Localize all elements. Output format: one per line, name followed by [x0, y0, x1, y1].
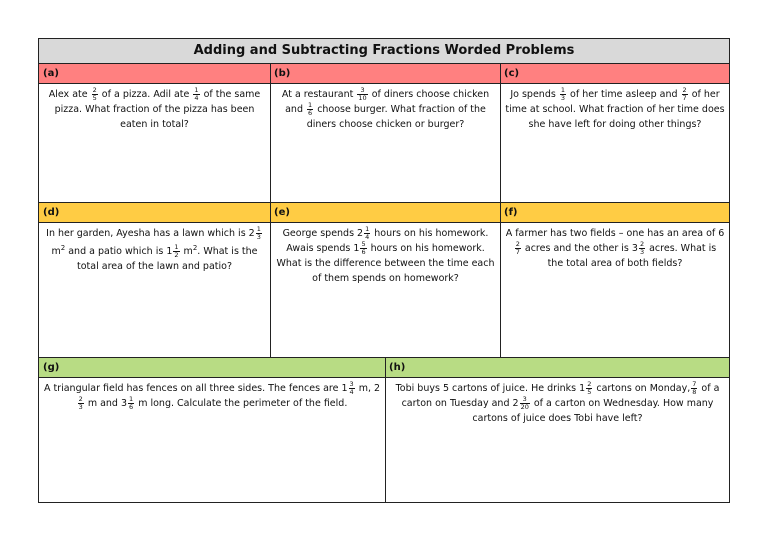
fraction: $\frac{1}{4}$	[194, 86, 199, 102]
fraction: $\frac{2}{3}$	[639, 240, 645, 256]
fraction: $\frac{1}{6}$	[308, 101, 313, 117]
header-g: (g)	[39, 358, 385, 378]
fraction: $\frac{2}{5}$	[587, 380, 592, 396]
fraction: $\frac{1}{4}$	[365, 225, 370, 241]
header-h: (h)	[385, 358, 729, 378]
header-b: (b)	[270, 64, 500, 84]
problem-a: Alex ate $\frac{2}{5}$ of a pizza. Adil ate $\frac{1}{4}$ of the same pizza. What fraction of the pizza has been eaten in total?	[48, 86, 261, 130]
fraction: $\frac{3}{10}$	[358, 86, 367, 102]
problem-c: Jo spends $\frac{1}{3}$ of her time asleep and $\frac{2}{7}$ of her time at school. What fraction of her time does she have left for doing other things?	[505, 86, 725, 130]
problem-b: At a restaurant $\frac{3}{10}$ of diners choose chicken and $\frac{1}{6}$ choose burger. What fraction of the diners choose chicken or burger?	[281, 86, 490, 130]
fraction: $\frac{3}{4}$	[349, 380, 354, 396]
fraction: $\frac{1}{2}$	[174, 243, 179, 260]
fraction: $\frac{7}{8}$	[692, 380, 697, 396]
fraction: $\frac{2}{5}$	[92, 86, 97, 102]
fraction: $\frac{1}{3}$	[256, 225, 261, 241]
problem-d: In her garden, Ayesha has a lawn which is 2 $\frac{1}{3}$ $m^2$ and a patio which is 1 $\frac{1}{2}$ $m^2$. What is the total area of the lawn and patio?	[46, 225, 261, 273]
fraction: $\frac{2}{7}$	[515, 240, 520, 256]
fraction: $\frac{3}{20}$	[520, 395, 529, 411]
fraction: $\frac{1}{6}$	[129, 395, 134, 411]
worksheet-title: Adding and Subtracting Fractions Worded Problems	[39, 39, 729, 64]
header-a: (a)	[39, 64, 270, 84]
fraction: $\frac{1}{3}$	[560, 86, 565, 102]
header-e: (e)	[270, 203, 500, 223]
header-c: (c)	[500, 64, 729, 84]
problem-f: A farmer has two fields – one has an area of 6 $\frac{2}{7}$ acres and the other is 3 $\frac{2}{3}$ acres. What is the total area of both fields?	[505, 228, 725, 269]
column-divider	[385, 358, 386, 502]
problem-h: Tobi buys 5 cartons of juice. He drinks 1 $\frac{2}{5}$ cartons on Monday, $\frac{7}{8}$ of a carton on Tuesday and 2 $\frac{3}{20}$ of a carton on Wednesday. How many cartons of juice does Tobi have left?	[395, 380, 720, 424]
fraction: $\frac{2}{3}$	[78, 395, 83, 411]
fraction: $\frac{2}{7}$	[682, 86, 687, 102]
column-divider	[500, 64, 501, 357]
problem-e: George spends 2 $\frac{1}{4}$ hours on his homework. Awais spends 1 $\frac{5}{6}$ hours on his homework. What is the difference between the time each of them spends on homework?	[276, 225, 495, 284]
problem-g: A triangular field has fences on all three sides. The fences are 1 $\frac{3}{4}$ m, 2 $\frac{2}{3}$ m and 3 $\frac{1}{6}$ m long. Calculate the perimeter of the field.	[43, 380, 381, 411]
column-divider	[270, 64, 271, 357]
header-d: (d)	[39, 203, 270, 223]
header-f: (f)	[500, 203, 729, 223]
fraction: $\frac{5}{6}$	[361, 240, 366, 256]
worksheet	[38, 38, 730, 503]
